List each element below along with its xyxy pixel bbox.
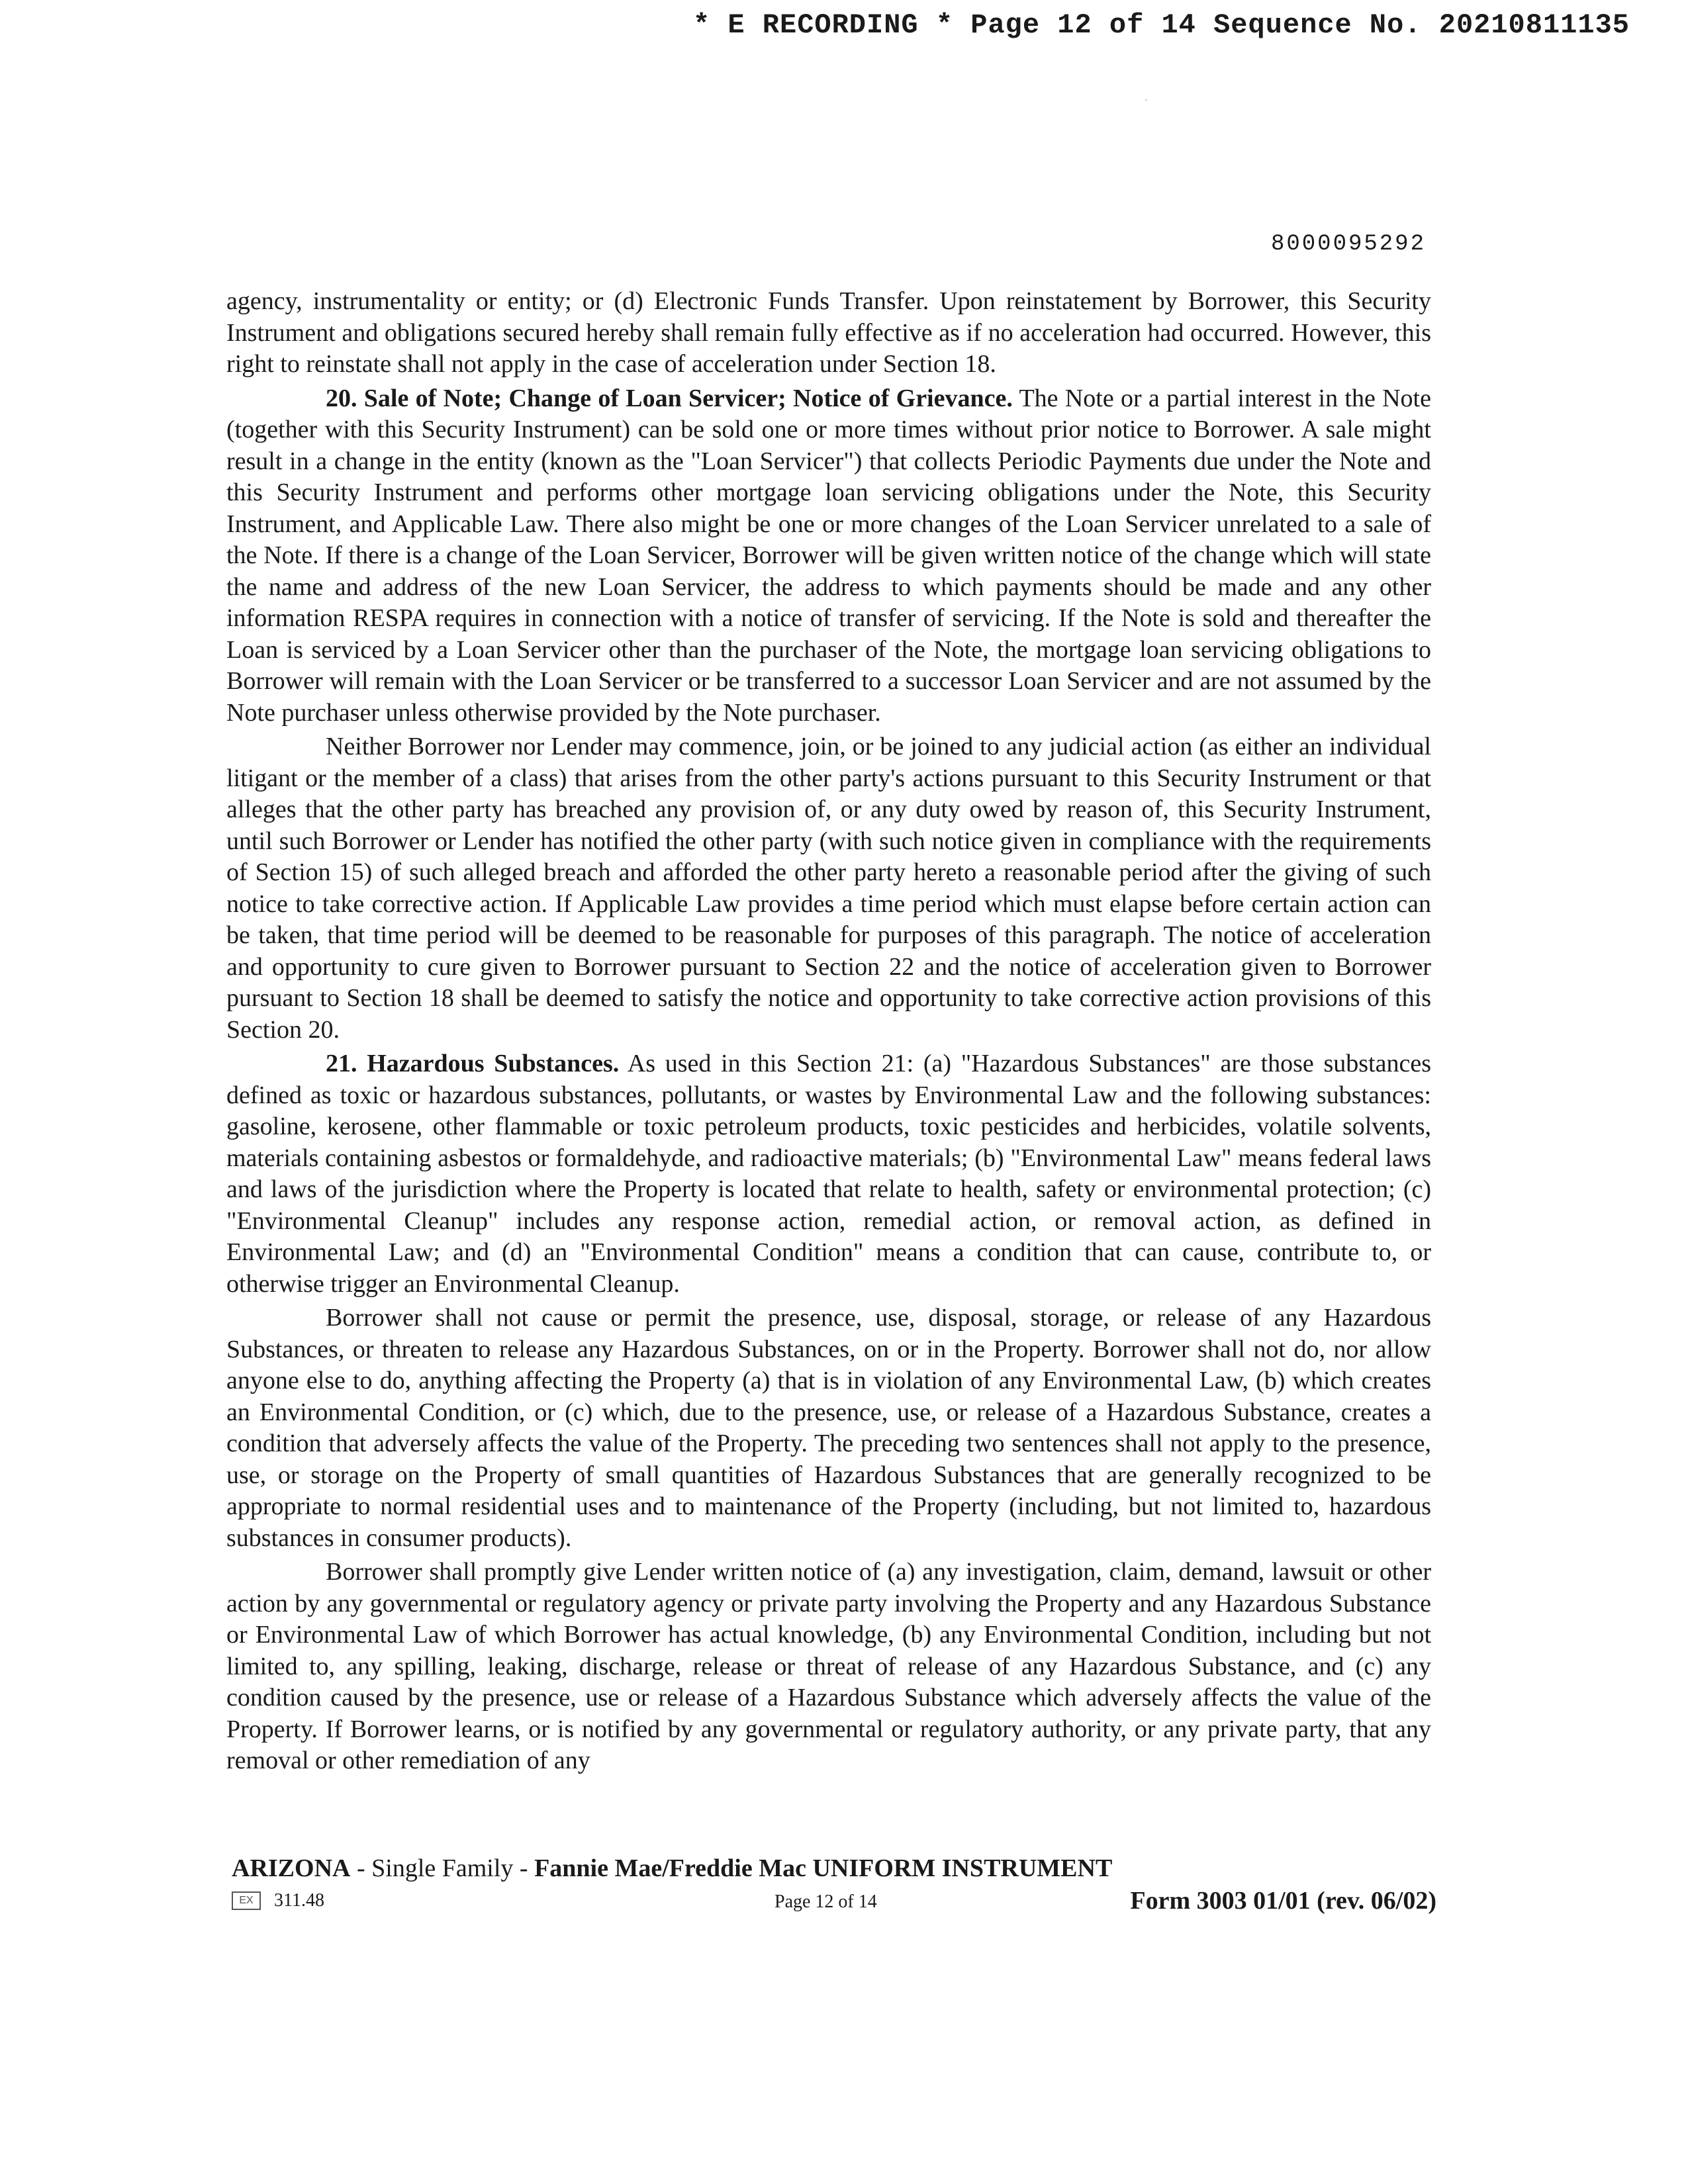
paragraph-reinstatement-continued: agency, instrumentality or entity; or (d) Electronic Funds Transfer. Upon reinstatement by Borrower, this Security Instrument and obligations secured hereby shall remain fully effective as if no acceleration had occurred. However, this right to reinstate shall not apply in the case of acceleration under Section 18.	[226, 287, 1431, 378]
paragraph-section-21	[226, 1048, 1431, 1300]
section-21-heading: 21. Hazardous Substances.	[326, 1050, 620, 1077]
footer-state: ARIZONA	[232, 1854, 351, 1882]
paragraph-section-20	[226, 383, 1431, 729]
footer-form-code: 311.48	[274, 1890, 324, 1911]
recording-header: * E RECORDING * Page 12 of 14 Sequence No. 20210811135	[692, 9, 1630, 41]
footer-form-number: Form 3003 01/01 (rev. 06/02)	[1130, 1887, 1436, 1915]
loan-number: 8000095292	[1270, 232, 1426, 257]
footer-form-code-group	[232, 1890, 324, 1911]
scan-speck	[1145, 99, 1147, 101]
footer-instrument-line	[232, 1853, 1436, 1884]
section-21-text: As used in this Section 21: (a) "Hazardous Substances" are those substances defined as toxic or hazardous substances, pollutants, or wastes by Environmental Law and the following substances: gasoline, kerosene, other flammable or toxic petroleum products, toxic pesticides and herbicides, volatile solvents, materials containing asbestos or formaldehyde, and radioactive materials; (b) "Environmental Law" means federal laws and laws of the jurisdiction where the Property is located that relate to health, safety or environmental protection; (c) "Environmental Cleanup" includes any response action, remedial action, or removal action, as defined in Environmental Law; and (d) an "Environmental Condition" means a condition that can cause, contribute to, or otherwise trigger an Environmental Cleanup.	[226, 1050, 1431, 1298]
paragraph-hazardous-notice: Borrower shall promptly give Lender written notice of (a) any investigation, claim, demand, lawsuit or other action by any governmental or regulatory agency or private party involving the Property and any Hazardous Substance or Environmental Law of which Borrower has actual knowledge, (b) any Environmental Condition, including but not limited to, any spilling, leaking, discharge, release or threat of release of any Hazardous Substance, and (c) any condition caused by the presence, use or release of a Hazardous Substance which adversely affects the value of the Property. If Borrower learns, or is notified by any governmental or regulatory authority, or any private party, that any removal or other remediation of any	[226, 1558, 1431, 1774]
paragraph-judicial-action: Neither Borrower nor Lender may commence, join, or be joined to any judicial action (as either an individual litigant or the member of a class) that arises from the other party's actions pursuant to this Security Instrument or that alleges that the other party has breached any provision of, or any duty owed by reason of, this Security Instrument, until such Borrower or Lender has notified the other party (with such notice given in compliance with the requirements of Section 15) of such alleged breach and afforded the other party hereto a reasonable period after the giving of such notice to take corrective action. If Applicable Law provides a time period which must elapse before certain action can be taken, that time period will be deemed to be reasonable for purposes of this paragraph. The notice of acceleration and opportunity to cure given to Borrower pursuant to Section 22 and the notice of acceleration given to Borrower pursuant to Section 18 shall be deemed to satisfy the notice and opportunity to take corrective action provisions of this Section 20.	[226, 733, 1431, 1044]
page-footer	[232, 1853, 1436, 1918]
footer-instrument: Fannie Mae/Freddie Mac UNIFORM INSTRUMENT	[534, 1854, 1113, 1882]
ex-logo-icon: EX	[232, 1891, 261, 1910]
footer-page-number: Page 12 of 14	[774, 1891, 877, 1912]
footer-separator: - Single Family -	[350, 1854, 535, 1882]
footer-meta-line	[232, 1886, 1436, 1918]
section-20-text: The Note or a partial interest in the Note (together with this Security Instrument) can be sold one or more times without prior notice to Borrower. A sale might result in a change in the entity (known as the "Loan Servicer") that collects Periodic Payments due under the Note and this Security Instrument and performs other mortgage loan servicing obligations under the Note, this Security Instrument, and Applicable Law. There also might be one or more changes of the Loan Servicer unrelated to a sale of the Note. If there is a change of the Loan Servicer, Borrower will be given written notice of the change which will state the name and address of the new Loan Servicer, the address to which payments should be made and any other information RESPA requires in connection with a notice of transfer of servicing. If the Note is sold and thereafter the Loan is serviced by a Loan Servicer other than the purchaser of the Note, the mortgage loan servicing obligations to Borrower will remain with the Loan Servicer or be transferred to a successor Loan Servicer and are not assumed by the Note purchaser unless otherwise provided by the Note purchaser.	[226, 384, 1431, 727]
document-body	[226, 286, 1431, 1780]
paragraph-hazardous-presence: Borrower shall not cause or permit the presence, use, disposal, storage, or release of any Hazardous Substances, or threaten to release any Hazardous Substances, on or in the Property. Borrower shall not do, nor allow anyone else to do, anything affecting the Property (a) that is in violation of any Environmental Law, (b) which creates an Environmental Condition, or (c) which, due to the presence, use, or release of a Hazardous Substance, creates a condition that adversely affects the value of the Property. The preceding two sentences shall not apply to the presence, use, or storage on the Property of small quantities of Hazardous Substances that are generally recognized to be appropriate to normal residential uses and to maintenance of the Property (including, but not limited to, hazardous substances in consumer products).	[226, 1304, 1431, 1552]
section-20-heading: 20. Sale of Note; Change of Loan Servicer; Notice of Grievance.	[326, 384, 1013, 412]
